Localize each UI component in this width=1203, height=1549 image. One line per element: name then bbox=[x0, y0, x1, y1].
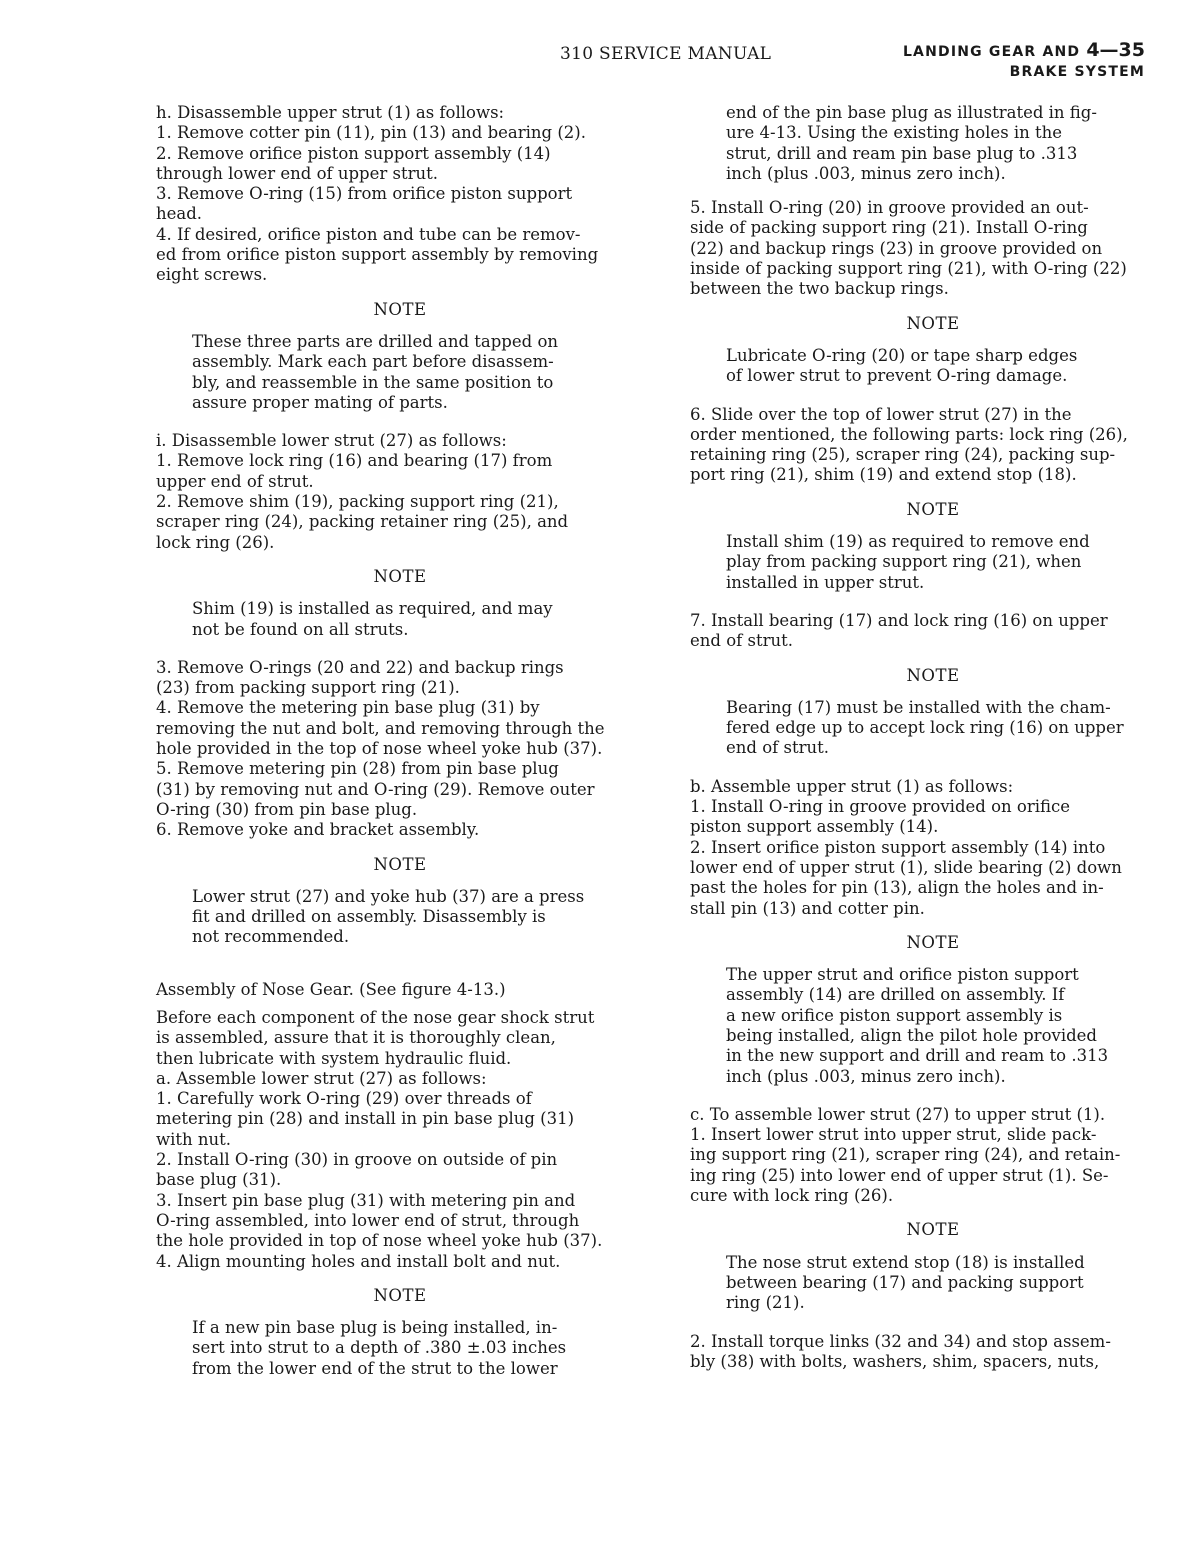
note-heading: NOTE bbox=[373, 854, 427, 874]
step-b-title: b. Assemble upper strut (1) as follows: bbox=[690, 776, 1014, 796]
step-a3-cont2: the hole provided in top of nose wheel yoke hub (37). bbox=[156, 1231, 603, 1251]
step-7: 7. Install bearing (17) and lock ring (16) on upper bbox=[690, 610, 1108, 630]
note-body bbox=[690, 698, 1176, 759]
step-b2-cont2: past the holes for pin (13), align the holes and in- bbox=[690, 878, 1104, 898]
note-line: These three parts are drilled and tapped on bbox=[192, 331, 559, 351]
note-line: between bearing (17) and packing support bbox=[726, 1272, 1084, 1292]
note-line: inch (plus .003, minus zero inch). bbox=[726, 163, 1006, 183]
step-i2-cont2: lock ring (26). bbox=[156, 532, 275, 552]
step-h3-cont: head. bbox=[156, 204, 203, 224]
note-heading: NOTE bbox=[906, 313, 960, 333]
note-line: assure proper mating of parts. bbox=[192, 392, 448, 412]
section-header bbox=[903, 40, 1145, 82]
step-i4: 4. Remove the metering pin base plug (31) by bbox=[156, 698, 540, 718]
step-b1-cont: piston support assembly (14). bbox=[690, 817, 939, 837]
manual-title: 310 SERVICE MANUAL bbox=[560, 44, 772, 64]
note-body bbox=[690, 1253, 1176, 1314]
note-line: The nose strut extend stop (18) is installed bbox=[726, 1252, 1085, 1272]
note-body bbox=[156, 599, 644, 640]
note-line: fered edge up to accept lock ring (16) on upper bbox=[726, 718, 1124, 738]
step-i4-cont: removing the nut and bolt, and removing through the bbox=[156, 718, 605, 738]
step-c1-cont2: ing ring (25) into lower end of upper strut (1). Se- bbox=[690, 1165, 1109, 1185]
step-6: 6. Slide over the top of lower strut (27) in the bbox=[690, 404, 1072, 424]
note-line: end of strut. bbox=[726, 738, 829, 758]
step-h-title: h. Disassemble upper strut (1) as follows: bbox=[156, 103, 505, 122]
section-title-line1: LANDING GEAR AND bbox=[902, 44, 1081, 60]
note-line: Bearing (17) must be installed with the cham- bbox=[726, 697, 1111, 717]
step-h2: 2. Remove orifice piston support assembly (14) bbox=[156, 143, 551, 163]
step-i6: 6. Remove yoke and bracket assembly. bbox=[156, 820, 480, 840]
note-heading: NOTE bbox=[373, 1285, 427, 1305]
note-line: ring (21). bbox=[726, 1293, 805, 1313]
step-a3-cont: O-ring assembled, into lower end of strut, through bbox=[156, 1210, 580, 1230]
right-column bbox=[690, 103, 1176, 1372]
note-line: Lubricate O-ring (20) or tape sharp edges bbox=[726, 345, 1078, 365]
step-i1-cont: upper end of strut. bbox=[156, 471, 314, 491]
note-line: Shim (19) is installed as required, and may bbox=[192, 599, 553, 619]
section-title-line2: BRAKE SYSTEM bbox=[1009, 64, 1145, 80]
note-line: fit and drilled on assembly. Disassembly is bbox=[192, 907, 546, 927]
note-line: from the lower end of the strut to the lower bbox=[192, 1358, 558, 1378]
note-body bbox=[690, 346, 1176, 387]
step-a1: 1. Carefully work O-ring (29) over threads of bbox=[156, 1089, 532, 1109]
step-b1: 1. Install O-ring in groove provided on orifice bbox=[690, 797, 1070, 817]
note-heading: NOTE bbox=[906, 499, 960, 519]
step-b2-cont: lower end of upper strut (1), slide bearing (2) down bbox=[690, 857, 1122, 877]
step-b2: 2. Insert orifice piston support assembly (14) into bbox=[690, 837, 1106, 857]
assembly-intro: Before each component of the nose gear shock strut bbox=[156, 1007, 595, 1027]
note-line: Lower strut (27) and yoke hub (37) are a press bbox=[192, 886, 585, 906]
note-line: bly, and reassemble in the same position to bbox=[192, 372, 554, 392]
left-column bbox=[156, 103, 644, 1397]
step-5-cont4: between the two backup rings. bbox=[690, 279, 949, 299]
step-a3: 3. Insert pin base plug (31) with metering pin and bbox=[156, 1190, 576, 1210]
step-h1: 1. Remove cotter pin (11), pin (13) and bearing (2). bbox=[156, 123, 586, 143]
note-body bbox=[156, 332, 644, 413]
note-line: assembly. Mark each part before disassem- bbox=[192, 352, 554, 372]
step-5-cont: side of packing support ring (21). Install O-ring bbox=[690, 218, 1088, 238]
page-number: 4—35 bbox=[1086, 39, 1145, 61]
step-a1-cont: metering pin (28) and install in pin base plug (31) bbox=[156, 1109, 575, 1129]
note-heading: NOTE bbox=[906, 665, 960, 685]
note-line: not recommended. bbox=[192, 927, 350, 947]
assembly-heading: Assembly of Nose Gear. (See figure 4-13.) bbox=[156, 979, 506, 999]
note-line: ure 4-13. Using the existing holes in the bbox=[726, 123, 1063, 143]
note-heading: NOTE bbox=[906, 1220, 960, 1240]
step-6-cont: order mentioned, the following parts: lock ring (26), bbox=[690, 424, 1128, 444]
step-i4-cont2: hole provided in the top of nose wheel yoke hub (37). bbox=[156, 739, 603, 759]
note-line: end of the pin base plug as illustrated in fig- bbox=[726, 103, 1097, 122]
note-line: assembly (14) are drilled on assembly. If bbox=[726, 985, 1065, 1005]
step-c1-cont: ing support ring (21), scraper ring (24), and retain- bbox=[690, 1145, 1121, 1165]
note-heading: NOTE bbox=[373, 299, 427, 319]
step-6-cont3: port ring (21), shim (19) and extend stop (18). bbox=[690, 465, 1077, 485]
note-body bbox=[690, 965, 1176, 1087]
note-line: strut, drill and ream pin base plug to .313 bbox=[726, 143, 1078, 163]
step-i2-cont: scraper ring (24), packing retainer ring (25), and bbox=[156, 512, 569, 532]
step-h2-cont: through lower end of upper strut. bbox=[156, 163, 438, 183]
step-i5: 5. Remove metering pin (28) from pin base plug bbox=[156, 759, 559, 779]
step-7-cont: end of strut. bbox=[690, 631, 793, 651]
step-a2: 2. Install O-ring (30) in groove on outside of pin bbox=[156, 1150, 558, 1170]
note-line: sert into strut to a depth of .380 ±.03 inches bbox=[192, 1338, 567, 1358]
note-line: in the new support and drill and ream to .313 bbox=[726, 1046, 1109, 1066]
note-line: being installed, align the pilot hole provided bbox=[726, 1025, 1097, 1045]
step-c1-cont3: cure with lock ring (26). bbox=[690, 1186, 894, 1206]
note-heading: NOTE bbox=[373, 566, 427, 586]
step-a4: 4. Align mounting holes and install bolt and nut. bbox=[156, 1251, 561, 1271]
note-body-continued bbox=[690, 103, 1176, 184]
note-line: The upper strut and orifice piston support bbox=[726, 965, 1079, 985]
note-line: a new orifice piston support assembly is bbox=[726, 1005, 1063, 1025]
step-6-cont2: retaining ring (25), scraper ring (24), packing sup- bbox=[690, 445, 1116, 465]
step-i5-cont: (31) by removing nut and O-ring (29). Remove outer bbox=[156, 779, 595, 799]
note-line: Install shim (19) as required to remove end bbox=[726, 532, 1090, 552]
step-c-title: c. To assemble lower strut (27) to upper strut (1). bbox=[690, 1104, 1106, 1124]
note-body bbox=[690, 532, 1176, 593]
step-i3-cont: (23) from packing support ring (21). bbox=[156, 678, 460, 698]
note-body bbox=[156, 1318, 644, 1379]
step-a1-cont2: with nut. bbox=[156, 1129, 232, 1149]
note-line: inch (plus .003, minus zero inch). bbox=[726, 1066, 1006, 1086]
note-line: not be found on all struts. bbox=[192, 619, 409, 639]
note-body bbox=[156, 887, 644, 948]
step-a-title: a. Assemble lower strut (27) as follows: bbox=[156, 1068, 487, 1088]
step-h4-cont: ed from orifice piston support assembly by removing bbox=[156, 245, 599, 265]
step-c2-cont: bly (38) with bolts, washers, shim, spacers, nuts, bbox=[690, 1351, 1100, 1371]
note-line: play from packing support ring (21), when bbox=[726, 552, 1082, 572]
step-a2-cont: base plug (31). bbox=[156, 1170, 282, 1190]
step-h3: 3. Remove O-ring (15) from orifice piston support bbox=[156, 184, 573, 204]
step-c1: 1. Insert lower strut into upper strut, slide pack- bbox=[690, 1125, 1097, 1145]
step-h4-cont2: eight screws. bbox=[156, 265, 268, 285]
step-i-title: i. Disassemble lower strut (27) as follows: bbox=[156, 431, 507, 451]
note-heading: NOTE bbox=[906, 932, 960, 952]
assembly-intro-cont: is assembled, assure that it is thoroughly clean, bbox=[156, 1028, 556, 1048]
step-i5-cont2: O-ring (30) from pin base plug. bbox=[156, 799, 418, 819]
step-i1: 1. Remove lock ring (16) and bearing (17) from bbox=[156, 451, 553, 471]
step-i2: 2. Remove shim (19), packing support ring (21), bbox=[156, 492, 559, 512]
step-5-cont3: inside of packing support ring (21), with O-ring (22) bbox=[690, 259, 1127, 279]
step-i3: 3. Remove O-rings (20 and 22) and backup rings bbox=[156, 657, 564, 677]
step-b2-cont3: stall pin (13) and cotter pin. bbox=[690, 898, 925, 918]
note-line: of lower strut to prevent O-ring damage. bbox=[726, 366, 1068, 386]
step-5: 5. Install O-ring (20) in groove provided an out- bbox=[690, 198, 1089, 218]
note-line: installed in upper strut. bbox=[726, 572, 925, 592]
step-5-cont2: (22) and backup rings (23) in groove provided on bbox=[690, 238, 1103, 258]
assembly-intro-cont2: then lubricate with system hydraulic fluid. bbox=[156, 1048, 512, 1068]
step-c2: 2. Install torque links (32 and 34) and stop assem- bbox=[690, 1331, 1111, 1351]
step-h4: 4. If desired, orifice piston and tube can be remov- bbox=[156, 224, 581, 244]
note-line: If a new pin base plug is being installed, in- bbox=[192, 1318, 558, 1338]
